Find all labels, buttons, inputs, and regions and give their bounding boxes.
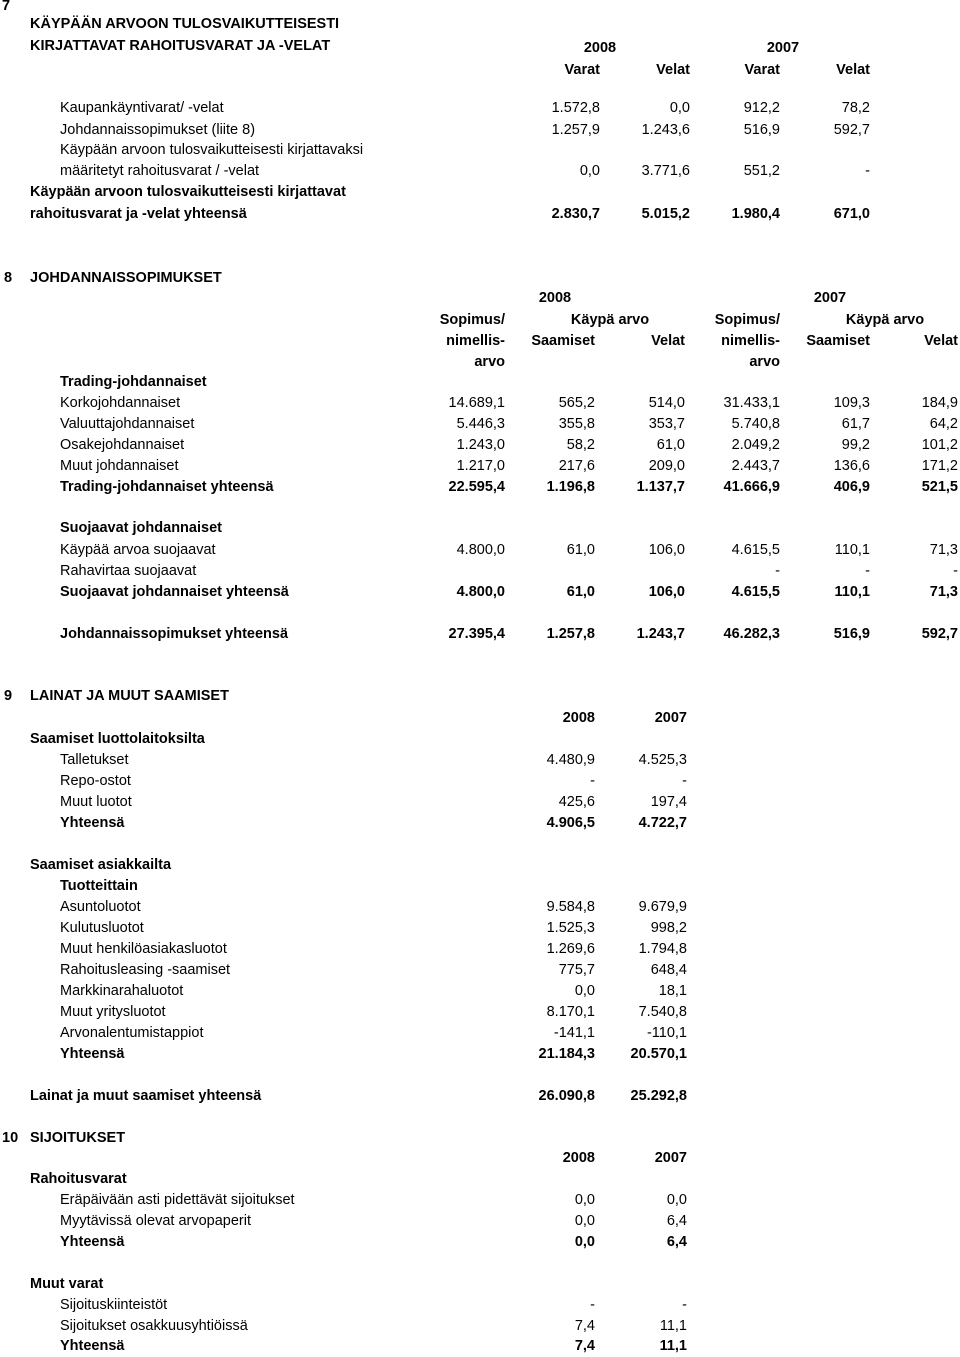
row-label: Yhteensä xyxy=(60,1338,125,1354)
total-value: 27.395,4 xyxy=(448,626,505,642)
cell-value: 353,7 xyxy=(648,416,685,432)
total-value: 516,9 xyxy=(833,626,870,642)
cell-value: 4.525,3 xyxy=(638,752,687,768)
cell-value: 1.257,9 xyxy=(551,122,600,138)
cell-value: 64,2 xyxy=(929,416,958,432)
cell-value: - xyxy=(865,563,870,579)
row-label: Kaupankäyntivarat/ -velat xyxy=(60,100,224,116)
cell-value: 9.679,9 xyxy=(638,899,687,915)
cell-value: 3.771,6 xyxy=(641,163,690,179)
cell-value: - xyxy=(682,773,687,789)
cell-value: 109,3 xyxy=(833,395,870,411)
total-value: 1.243,7 xyxy=(636,626,685,642)
cell-value: 2.443,7 xyxy=(731,458,780,474)
year-header: 2007 xyxy=(654,710,687,726)
total-value: 406,9 xyxy=(833,479,870,495)
section-number: 10 xyxy=(2,1130,19,1146)
column-header: Käypä arvo xyxy=(570,312,650,328)
cell-value: 7,4 xyxy=(574,1318,595,1334)
page-number: 7 xyxy=(2,0,11,14)
cell-value: 5.446,3 xyxy=(456,416,505,432)
row-label: Lainat ja muut saamiset yhteensä xyxy=(30,1088,262,1104)
row-label: Käypää arvoa suojaavat xyxy=(60,542,216,558)
cell-value: -141,1 xyxy=(553,1025,595,1041)
row-label: Sijoitukset osakkuusyhtiöissä xyxy=(60,1318,248,1334)
column-header: Velat xyxy=(836,62,870,78)
total-value: 106,0 xyxy=(648,584,685,600)
cell-value: - xyxy=(953,563,958,579)
cell-value: 592,7 xyxy=(833,122,870,138)
year-header: 2008 xyxy=(538,290,572,306)
year-header: 2007 xyxy=(766,40,800,56)
year-header: 2008 xyxy=(583,40,617,56)
year-header: 2008 xyxy=(562,710,595,726)
column-header: arvo xyxy=(749,354,780,370)
subheading: Saamiset asiakkailta xyxy=(30,857,172,873)
column-header: Velat xyxy=(656,62,690,78)
total-value: 41.666,9 xyxy=(723,479,780,495)
cell-value: 425,6 xyxy=(558,794,595,810)
cell-value: - xyxy=(682,1297,687,1313)
section-number: 8 xyxy=(4,270,13,286)
cell-value: 18,1 xyxy=(658,983,687,999)
cell-value: 31.433,1 xyxy=(723,395,780,411)
row-label: Muut luotot xyxy=(60,794,132,810)
row-label: Korkojohdannaiset xyxy=(60,395,181,411)
cell-value: - xyxy=(590,1297,595,1313)
cell-value: 1.572,8 xyxy=(551,100,600,116)
row-label: Talletukset xyxy=(60,752,129,768)
row-label: Suojaavat johdannaiset yhteensä xyxy=(60,584,289,600)
cell-value: 11,1 xyxy=(659,1318,687,1334)
total-value: 1.137,7 xyxy=(636,479,685,495)
cell-value: 4.615,5 xyxy=(731,542,780,558)
column-header: nimellis- xyxy=(446,333,505,349)
section-title: JOHDANNAISSOPIMUKSET xyxy=(30,270,222,286)
total-value: 2.830,7 xyxy=(551,206,600,222)
total-value: 671,0 xyxy=(833,206,870,222)
cell-value: 1.794,8 xyxy=(638,941,687,957)
column-header: Saamiset xyxy=(806,333,870,349)
row-label: Repo-ostot xyxy=(60,773,131,789)
row-label: Muut johdannaiset xyxy=(60,458,179,474)
total-value: 46.282,3 xyxy=(723,626,780,642)
row-label: Johdannaissopimukset yhteensä xyxy=(60,626,289,642)
total-value: 61,0 xyxy=(566,584,595,600)
row-label: rahoitusvarat ja -velat yhteensä xyxy=(30,206,247,222)
row-label: Yhteensä xyxy=(60,1046,125,1062)
cell-value: - xyxy=(590,773,595,789)
cell-value: 99,2 xyxy=(841,437,870,453)
cell-value: 2.049,2 xyxy=(731,437,780,453)
cell-value: 184,9 xyxy=(921,395,958,411)
total-value: 22.595,4 xyxy=(448,479,505,495)
cell-value: 1.243,6 xyxy=(641,122,690,138)
row-label: Muut yritysluotot xyxy=(60,1004,166,1020)
year-header: 2008 xyxy=(562,1150,595,1166)
cell-value: 0,0 xyxy=(574,1213,595,1229)
cell-value: 4.480,9 xyxy=(546,752,595,768)
row-label: Kulutusluotot xyxy=(60,920,144,936)
total-value: 11,1 xyxy=(659,1338,687,1354)
section-title: KIRJATTAVAT RAHOITUSVARAT JA -VELAT xyxy=(30,38,331,54)
cell-value: 7.540,8 xyxy=(638,1004,687,1020)
column-header: Käypä arvo xyxy=(845,312,925,328)
subheading: Trading-johdannaiset xyxy=(60,374,207,390)
cell-value: 61,0 xyxy=(656,437,685,453)
year-header: 2007 xyxy=(813,290,847,306)
cell-value: 355,8 xyxy=(558,416,595,432)
cell-value: 71,3 xyxy=(929,542,958,558)
cell-value: 106,0 xyxy=(648,542,685,558)
cell-value: 58,2 xyxy=(566,437,595,453)
row-label: Käypään arvoon tulosvaikutteisesti kirjattavaksi xyxy=(60,142,364,158)
total-value: 4.906,5 xyxy=(546,815,595,831)
row-label: Rahavirtaa suojaavat xyxy=(60,563,197,579)
subheading: Rahoitusvarat xyxy=(30,1171,127,1187)
cell-value: 197,4 xyxy=(650,794,687,810)
row-label: Käypään arvoon tulosvaikutteisesti kirjattavat xyxy=(30,184,346,200)
total-value: 521,5 xyxy=(921,479,958,495)
cell-value: 1.243,0 xyxy=(456,437,505,453)
section-title: LAINAT JA MUUT SAAMISET xyxy=(30,688,229,704)
cell-value: 514,0 xyxy=(648,395,685,411)
row-label: Eräpäivään asti pidettävät sijoitukset xyxy=(60,1192,295,1208)
cell-value: 9.584,8 xyxy=(546,899,595,915)
row-label: Muut henkilöasiakasluotot xyxy=(60,941,227,957)
subheading: Suojaavat johdannaiset xyxy=(60,520,222,536)
cell-value: 0,0 xyxy=(579,163,600,179)
cell-value: 0,0 xyxy=(666,1192,687,1208)
row-label: Trading-johdannaiset yhteensä xyxy=(60,479,274,495)
total-value: 1.980,4 xyxy=(731,206,780,222)
total-value: 4.800,0 xyxy=(456,584,505,600)
cell-value: 78,2 xyxy=(841,100,870,116)
cell-value: 998,2 xyxy=(650,920,687,936)
total-value: 1.196,8 xyxy=(546,479,595,495)
cell-value: 136,6 xyxy=(833,458,870,474)
section-title: SIJOITUKSET xyxy=(30,1130,126,1146)
cell-value: 0,0 xyxy=(574,1192,595,1208)
total-value: 25.292,8 xyxy=(630,1088,687,1104)
subheading: Saamiset luottolaitoksilta xyxy=(30,731,205,747)
cell-value: 0,0 xyxy=(574,983,595,999)
cell-value: 61,0 xyxy=(566,542,595,558)
column-header: arvo xyxy=(474,354,505,370)
cell-value: 61,7 xyxy=(841,416,870,432)
cell-value: 775,7 xyxy=(558,962,595,978)
column-header: Saamiset xyxy=(531,333,595,349)
row-label: Rahoitusleasing -saamiset xyxy=(60,962,231,978)
column-header: Sopimus/ xyxy=(439,312,505,328)
row-label: Yhteensä xyxy=(60,815,125,831)
column-header: Varat xyxy=(744,62,780,78)
cell-value: -110,1 xyxy=(646,1025,687,1041)
row-label: Johdannaissopimukset (liite 8) xyxy=(60,122,256,138)
cell-value: 110,1 xyxy=(834,542,870,558)
cell-value: 6,4 xyxy=(666,1213,687,1229)
column-header: nimellis- xyxy=(721,333,780,349)
column-header: Sopimus/ xyxy=(714,312,780,328)
total-value: 1.257,8 xyxy=(546,626,595,642)
row-label: määritetyt rahoitusvarat / -velat xyxy=(60,163,260,179)
total-value: 5.015,2 xyxy=(641,206,690,222)
cell-value: 912,2 xyxy=(743,100,780,116)
cell-value: 516,9 xyxy=(743,122,780,138)
cell-value: - xyxy=(775,563,780,579)
total-value: 592,7 xyxy=(921,626,958,642)
cell-value: 217,6 xyxy=(558,458,595,474)
row-label: Asuntoluotot xyxy=(60,899,141,915)
cell-value: 101,2 xyxy=(921,437,958,453)
cell-value: 4.800,0 xyxy=(456,542,505,558)
cell-value: - xyxy=(865,163,870,179)
cell-value: 8.170,1 xyxy=(546,1004,595,1020)
row-label: Yhteensä xyxy=(60,1234,125,1250)
total-value: 26.090,8 xyxy=(538,1088,595,1104)
total-value: 4.615,5 xyxy=(731,584,780,600)
section-title: KÄYPÄÄN ARVOON TULOSVAIKUTTEISESTI xyxy=(30,16,340,32)
column-header: Velat xyxy=(651,333,685,349)
subheading: Tuotteittain xyxy=(60,878,138,894)
subheading: Muut varat xyxy=(30,1276,104,1292)
cell-value: 1.217,0 xyxy=(456,458,505,474)
cell-value: 0,0 xyxy=(669,100,690,116)
row-label: Myytävissä olevat arvopaperit xyxy=(60,1213,251,1229)
row-label: Arvonalentumistappiot xyxy=(60,1025,204,1041)
cell-value: 14.689,1 xyxy=(448,395,505,411)
total-value: 4.722,7 xyxy=(638,815,687,831)
cell-value: 171,2 xyxy=(921,458,958,474)
cell-value: 5.740,8 xyxy=(731,416,780,432)
total-value: 7,4 xyxy=(574,1338,595,1354)
row-label: Osakejohdannaiset xyxy=(60,437,185,453)
section-number: 9 xyxy=(4,688,13,704)
row-label: Markkinarahaluotot xyxy=(60,983,184,999)
total-value: 71,3 xyxy=(929,584,958,600)
total-value: 0,0 xyxy=(574,1234,595,1250)
cell-value: 1.525,3 xyxy=(546,920,595,936)
cell-value: 648,4 xyxy=(650,962,687,978)
year-header: 2007 xyxy=(654,1150,687,1166)
total-value: 21.184,3 xyxy=(538,1046,595,1062)
total-value: 6,4 xyxy=(666,1234,687,1250)
column-header: Varat xyxy=(564,62,600,78)
cell-value: 209,0 xyxy=(648,458,685,474)
total-value: 110,1 xyxy=(834,584,870,600)
total-value: 20.570,1 xyxy=(630,1046,687,1062)
cell-value: 565,2 xyxy=(558,395,595,411)
column-header: Velat xyxy=(924,333,958,349)
row-label: Sijoituskiinteistöt xyxy=(60,1297,168,1313)
row-label: Valuuttajohdannaiset xyxy=(60,416,195,432)
cell-value: 551,2 xyxy=(743,163,780,179)
cell-value: 1.269,6 xyxy=(546,941,595,957)
